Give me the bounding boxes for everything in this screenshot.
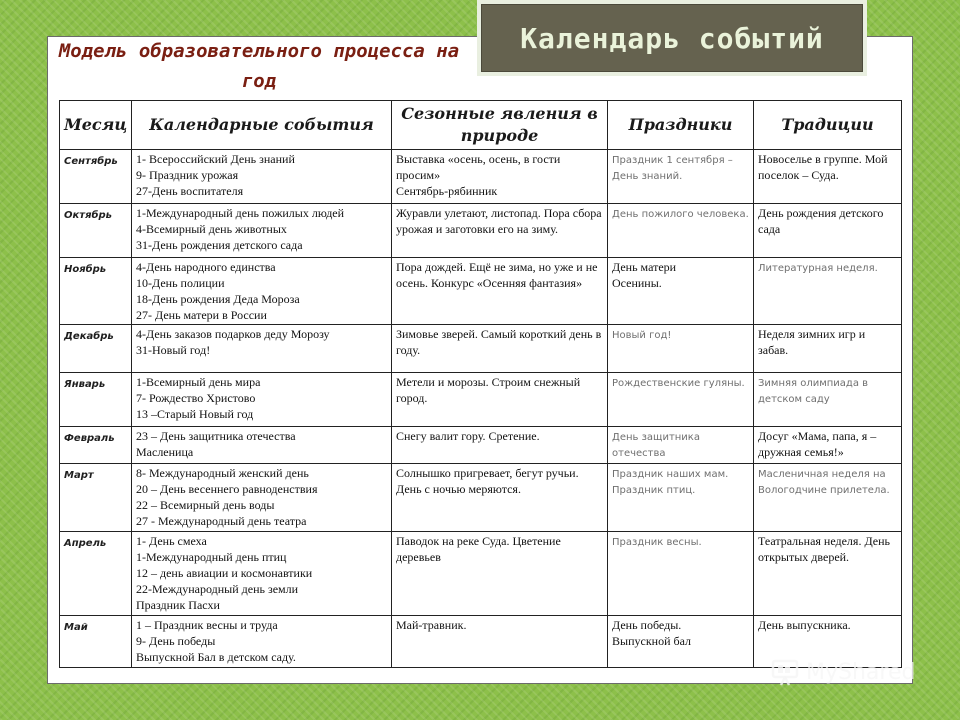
cell-month: Октябрь [60,204,132,258]
table-row [60,204,902,258]
cell-calendar-events: 1 – Праздник весны и труда 9- День победы Выпускной Бал в детском саду. [132,616,392,668]
cell-traditions: Литературная неделя. [754,258,902,325]
cell-holidays: День пожилого человека. [608,204,754,258]
column-header-traditions: Традиции [754,101,902,150]
cell-seasonal-phenomena: Выставка «осень, осень, в гости просим» Сентябрь-рябинник [392,150,608,204]
table-body [60,150,902,668]
cell-calendar-events: 1- Всероссийский День знаний 9- Праздник урожая 27-День воспитателя [132,150,392,204]
cell-seasonal-phenomena: Зимовье зверей. Самый короткий день в году. [392,325,608,373]
cell-calendar-events: 1- День смеха 1-Международный день птиц 12 – день авиации и космонавтики 22-Международный день земли Праздник Пасхи [132,532,392,616]
cell-calendar-events: 1-Международный день пожилых людей 4-Всемирный день животных 31-День рождения детского сада [132,204,392,258]
table-row [60,258,902,325]
cell-seasonal-phenomena: Май-травник. [392,616,608,668]
column-header-seasonal: Сезонные явления в природе [392,101,608,150]
cell-seasonal-phenomena: Солнышко пригревает, бегут ручьи. День с ночью меряются. [392,464,608,532]
column-header-month: Месяц [60,101,132,150]
page-title: Календарь событий [520,21,824,55]
cell-traditions: День выпускника. [754,616,902,668]
cell-traditions: День рождения детского сада [754,204,902,258]
cell-traditions: Неделя зимних игр и забав. [754,325,902,373]
title-banner-inner [481,4,863,72]
cell-month: Май [60,616,132,668]
table-row [60,464,902,532]
cell-calendar-events: 4-День народного единства 10-День полиции 18-День рождения Деда Мороза 27- День матери в России [132,258,392,325]
cell-calendar-events: 8- Международный женский день 20 – День весеннего равноденствия 22 – Всемирный день воды 27 - Международный день театра [132,464,392,532]
cell-month: Декабрь [60,325,132,373]
cell-month: Февраль [60,427,132,464]
table-row [60,373,902,427]
cell-holidays: Праздник 1 сентября – День знаний. [608,150,754,204]
column-header-holidays: Праздники [608,101,754,150]
cell-month: Сентябрь [60,150,132,204]
cell-month: Ноябрь [60,258,132,325]
cell-holidays: День защитника отечества [608,427,754,464]
presentation-screen-icon [770,657,802,687]
table-row [60,325,902,373]
table-row [60,427,902,464]
cell-holidays: Праздник наших мам. Праздник птиц. [608,464,754,532]
page-subtitle: Модель образовательного процесса на год [58,40,460,92]
cell-seasonal-phenomena: Снегу валит гору. Сретение. [392,427,608,464]
watermark [770,657,915,687]
cell-holidays: Рождественские гуляны. [608,373,754,427]
cell-month: Январь [60,373,132,427]
cell-traditions: Новоселье в группе. Мой поселок – Суда. [754,150,902,204]
cell-seasonal-phenomena: Пора дождей. Ещё не зима, но уже и не осень. Конкурс «Осенняя фантазия» [392,258,608,325]
watermark-text: MyShared [806,659,916,685]
title-banner [477,0,867,76]
cell-holidays: Праздник весны. [608,532,754,616]
cell-month: Март [60,464,132,532]
cell-holidays: Новый год! [608,325,754,373]
events-table [59,100,902,668]
cell-seasonal-phenomena: Метели и морозы. Строим снежный город. [392,373,608,427]
cell-month: Апрель [60,532,132,616]
table-row [60,150,902,204]
cell-traditions: Масленичная неделя на Вологодчине прилетела. [754,464,902,532]
cell-seasonal-phenomena: Журавли улетают, листопад. Пора сбора урожая и заготовки его на зиму. [392,204,608,258]
cell-seasonal-phenomena: Паводок на реке Суда. Цветение деревьев [392,532,608,616]
cell-holidays: День победы. Выпускной бал [608,616,754,668]
column-header-events: Календарные события [132,101,392,150]
cell-traditions: Зимняя олимпиада в детском саду [754,373,902,427]
cell-calendar-events: 1-Всемирный день мира 7- Рождество Христово 13 –Старый Новый год [132,373,392,427]
cell-holidays: День матери Осенины. [608,258,754,325]
cell-traditions: Досуг «Мама, папа, я – дружная семья!» [754,427,902,464]
cell-calendar-events: 4-День заказов подарков деду Морозу 31-Новый год! [132,325,392,373]
table-row [60,532,902,616]
cell-traditions: Театральная неделя. День открытых дверей. [754,532,902,616]
cell-calendar-events: 23 – День защитника отечества Масленица [132,427,392,464]
table-header-row [60,101,902,150]
